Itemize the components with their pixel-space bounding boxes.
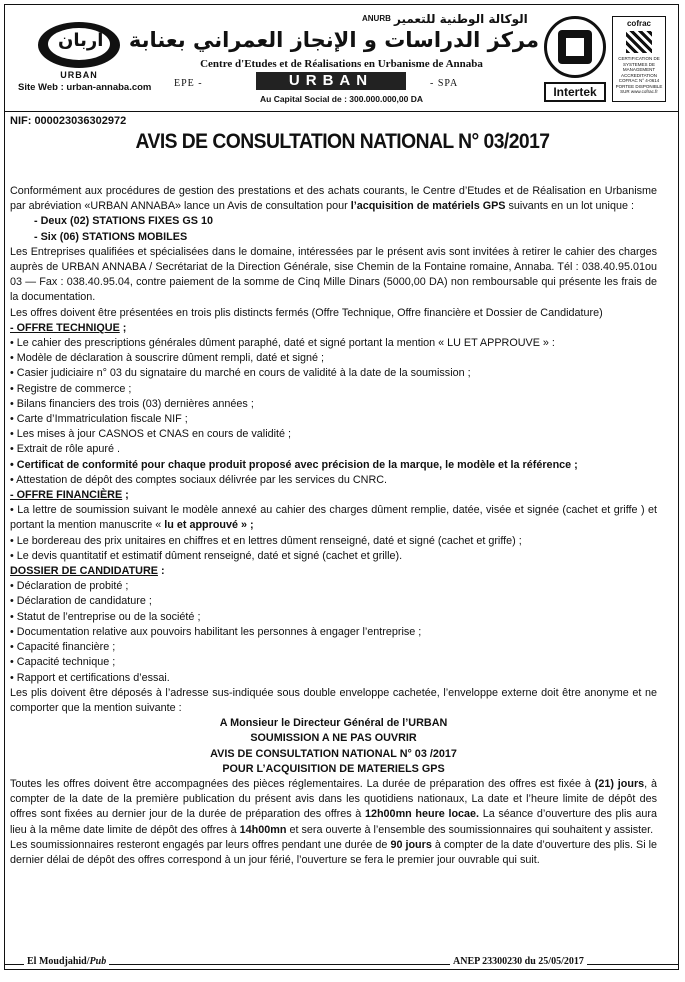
list-item: • Statut de l’entreprise ou de la société ; [10,610,201,623]
cofrac-mark-icon [626,31,652,53]
list-item: • Documentation relative aux pouvoirs habilitant les personnes à engager l’entreprise ; [10,625,422,638]
list-item: • Le cahier des prescriptions générales dûment paraphé, daté et signé portant la mention « LU ET APPROUVE » : [10,337,555,350]
newspaper-credit: El Moudjahid/Pub [24,956,109,967]
list-item: • Modèle de déclaration à souscrire dûment rempli, daté et signé ; [10,352,325,365]
nif-number: NIF: 000023036302972 [10,115,127,127]
anurb-label: ANURB [362,14,391,23]
depot-paragraph: Les plis doivent être déposés à l’adresse sus-indiquée sous double enveloppe cachetée, l’enveloppe externe doit être anonyme et ne comporter que la mention suivante : [10,686,657,714]
list-item: • Capacité financière ; [10,641,116,654]
letterhead [4,4,679,112]
logo-brand: URBAN [60,70,98,80]
mention-line: SOUMISSION A NE PAS OUVRIR [250,732,417,745]
lot-item: - Six (06) STATIONS MOBILES [34,230,188,243]
list-item: • Le devis quantitatif et estimatif dûment renseigné, daté et signé (cachet et grille). [10,549,403,562]
urban-logo [18,18,152,98]
lot-item: - Deux (02) STATIONS FIXES GS 10 [34,215,213,228]
logo-arabic: أربان [58,30,104,51]
list-item: • Rapport et certifications d’essai. [10,671,170,684]
certificat-item: • Certificat de conformité pour chaque produit proposé avec précision de la marque, le modèle et la référence ; [10,458,578,471]
notice-body [10,184,657,868]
delai-paragraph: Toutes les offres doivent être accompagnées des pièces réglementaires. La durée de préparation des offres est fixée à (21) jours, à compter de la date de la première publication du présent avis dans les quotidiens nationaux, La date et l’heure limite de dépôt des offres sont fixées au dernier jour de la durée de préparation des offres à 12h00mn heure locae. La séance d’ouverture des plis aura lieu à la même date limite de dépôt des offres à 14h00mn et sera ouverte à l’ensemble des soumissionnaires qui souhaitent y assister. [10,777,657,836]
footer [0,952,685,974]
notice-title: AVIS DE CONSULTATION NATIONAL N° 03/2017 [135,130,550,153]
mention-line: AVIS DE CONSULTATION NATIONAL N° 03 /2017 [210,747,457,760]
spa-label: - SPA [430,78,459,89]
lettre-item: • La lettre de soumission suivant le modèle annexé au cahier des charges dûment remplie, datée, visée et signée (cachet et griffe ) et portant la mention manuscrite « lu et approuvé » ; [10,504,657,532]
engagement-paragraph: Les soumissionnaires resteront engagés par leurs offres pendant une durée de 90 jours à compter de la date d’ouverture des plis. Si le dernier délai de dépôt des offres correspond à un jour férié, l’ouverture se fera le premier jour ouvrable qui suit. [10,838,658,866]
list-item: • Carte d’Immatriculation fiscale NIF ; [10,413,188,426]
cofrac-logo [612,16,666,102]
company-name-block [128,12,539,106]
anep-reference: ANEP 23300230 du 25/05/2017 [450,956,587,967]
capital-social: Au Capital Social de : 300.000.000,00 DA [260,94,423,104]
intro-paragraph: Conformément aux procédures de gestion des prestations et des achats courants, le Centre d’Etudes et de Réalisation en Urbanisme par abréviation «URBAN ANNABA» lance un Avis de consultation pour l’acquisition de matériels GPS suivants en un lot unique : [10,185,657,213]
mention-line: A Monsieur le Directeur Général de l’URBAN [219,717,448,730]
dossier-heading: DOSSIER DE CANDIDATURE : [10,565,165,578]
french-company-name: Centre d'Etudes et de Réalisations en Urbanisme de Annaba [200,58,483,70]
list-item: • Déclaration de probité ; [10,580,129,593]
list-item: • Capacité technique ; [10,656,116,669]
list-item: • Registre de commerce ; [10,382,132,395]
list-item: • Le bordereau des prix unitaires en chiffres et en lettres dûment renseigné, daté et signé (cachet et griffe) ; [10,534,522,547]
list-item: • Bilans financiers des trois (03) dernières années ; [10,397,254,410]
list-item: • Les mises à jour CASNOS et CNAS en cours de validité ; [10,428,292,441]
list-item: • Casier judiciaire n° 03 du signataire du marché en cours de validité à la date de la soumission ; [10,367,471,380]
offre-technique-heading: - OFFRE TECHNIQUE ; [10,321,127,334]
retrait-paragraph: Les Entreprises qualifiées et spécialisées dans le domaine, intéressées par le présent avis sont invitées à retirer le cahier des charges auprès de URBAN ANNABA / Secrétariat de la Direction Générale, sise Chemin de la Fontaine romaine, Annaba. Tél : 038.40.95.01ou 03 — Fax : 038.40.95.04, contre paiement de la somme de Cinq Mille Dinars (5000,00 DA) non remboursable qui présente les frais de la documentation. [10,245,657,304]
arabic-company-name: مركز الدراسات و الإنجاز العمراني بعنابة [128,28,539,52]
epe-label: EPE - [174,78,203,89]
offre-financiere-heading: - OFFRE FINANCIÈRE ; [10,489,129,502]
cofrac-title: cofrac [626,19,651,28]
list-item: • Déclaration de candidature ; [10,595,152,608]
arabic-agency: الوكالة الوطنية للتعمير [394,12,528,26]
list-item: • Extrait de rôle apuré . [10,443,121,456]
mention-line: POUR L’ACQUISITION DE MATERIELS GPS [222,762,445,775]
attestation-item: • Attestation de dépôt des comptes sociaux délivrée par les services du CNRC. [10,473,388,486]
intertek-logo: Intertek [544,82,606,102]
cofrac-text: CERTIFICATION DE SYSTEMES DE MANAGEMENT ACCREDITATION COFRAC N° 4-0614 PORTEE DISPONIBLE SUR www.cofrac.fr [615,56,663,94]
certification-logos [544,16,670,106]
urban-wordmark: URBAN [256,72,406,90]
plis-paragraph: Les offres doivent être présentées en trois plis distincts fermés (Offre Technique, Offre financière et Dossier de Candidature) [10,306,603,319]
site-web: Site Web : urban-annaba.com [18,82,152,93]
